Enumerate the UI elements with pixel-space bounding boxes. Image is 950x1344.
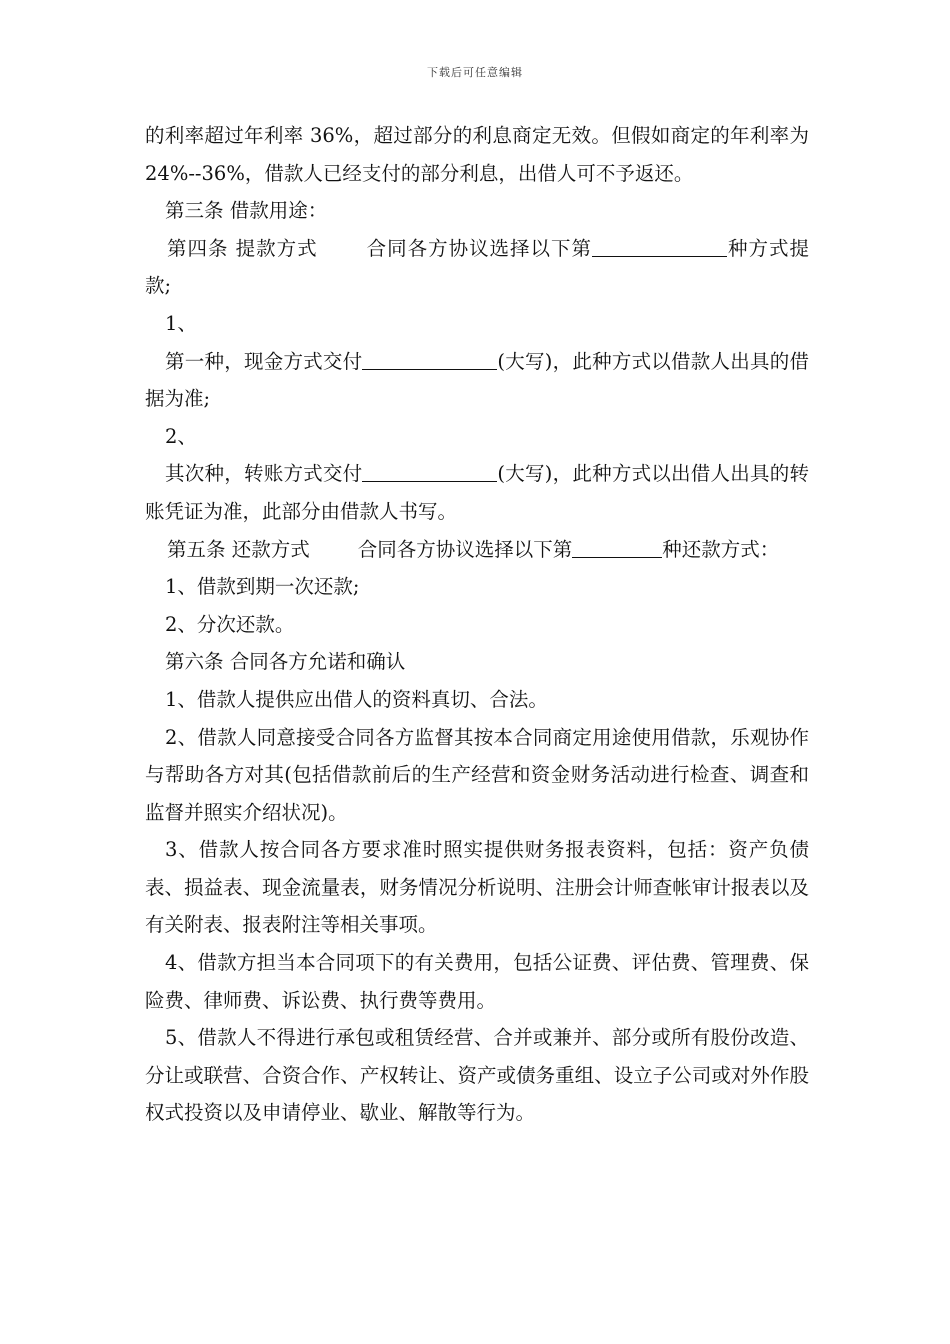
way2-text-b: (大写)，此种方式以出借人出具的转账凭证为准，此部分由借款人书写。 xyxy=(145,462,809,523)
blank-line xyxy=(362,462,497,483)
commitment-item-2: 2、借款人同意接受合同各方监督其按本合同商定用途使用借款，乐观协作与帮助各方对其(包括借款前后的生产经营和资金财务活动进行检查、调查和监督并照实介绍状况)。 xyxy=(145,725,809,824)
page-header: 下载后可任意编辑 xyxy=(427,66,523,79)
blank-line xyxy=(362,349,497,370)
paragraph-interest-rate: 的利率超过年利率 36%，超过部分的利息商定无效。但假如商定的年利率为 24%--36%，借款人已经支付的部分利息，出借人可不予返还。 xyxy=(145,124,809,185)
withdrawal-way-1 xyxy=(145,343,809,418)
way1-text-a: 第一种，现金方式交付 xyxy=(165,349,363,373)
document-body xyxy=(145,117,809,1132)
commitment-item-3: 3、借款人按合同各方要求准时照实提供财务报表资料，包括：资产负债表、损益表、现金流量表，财务情况分析说明、注册会计师查帐审计报表以及有关附表、报表附注等相关事项。 xyxy=(145,838,809,937)
blank-line xyxy=(592,236,727,257)
article-6-heading: 第六条 合同各方允诺和确认 xyxy=(165,650,406,674)
way2-text-a: 其次种，转账方式交付 xyxy=(165,462,363,486)
repayment-item-1: 1、借款到期一次还款; xyxy=(165,575,360,599)
repayment-item-2: 2、分次还款。 xyxy=(165,612,295,636)
list-number-1: 1、 xyxy=(165,311,197,335)
blank-line xyxy=(572,537,662,558)
article-4-text-b: 种方式提款; xyxy=(145,236,809,298)
article-4-text-a: 合同各方协议选择以下第 xyxy=(365,236,593,260)
article-5-paragraph xyxy=(145,531,809,569)
commitment-item-1: 1、借款人提供应出借人的资料真切、合法。 xyxy=(165,687,548,711)
withdrawal-way-2 xyxy=(145,455,809,530)
article-5-text-a: 合同各方协议选择以下第 xyxy=(357,537,573,561)
list-number-2: 2、 xyxy=(165,424,197,448)
article-4-paragraph xyxy=(145,230,809,305)
commitment-item-4: 4、借款方担当本合同项下的有关费用，包括公证费、评估费、管理费、保险费、律师费、诉讼费、执行费等费用。 xyxy=(145,951,809,1012)
article-3-heading: 第三条 借款用途： xyxy=(165,199,328,223)
way1-text-b: (大写)，此种方式以借款人出具的借据为准; xyxy=(145,349,809,411)
article-5-title: 第五条 还款方式 xyxy=(167,537,310,561)
commitment-item-5: 5、借款人不得进行承包或租赁经营、合并或兼并、部分或所有股份改造、分让或联营、合资合作、产权转让、资产或债务重组、设立子公司或对外作股权式投资以及申请停业、歇业、解散等行为。 xyxy=(145,1026,809,1125)
article-5-text-b: 种还款方式： xyxy=(662,537,780,561)
article-4-title: 第四条 提款方式 xyxy=(167,236,318,260)
